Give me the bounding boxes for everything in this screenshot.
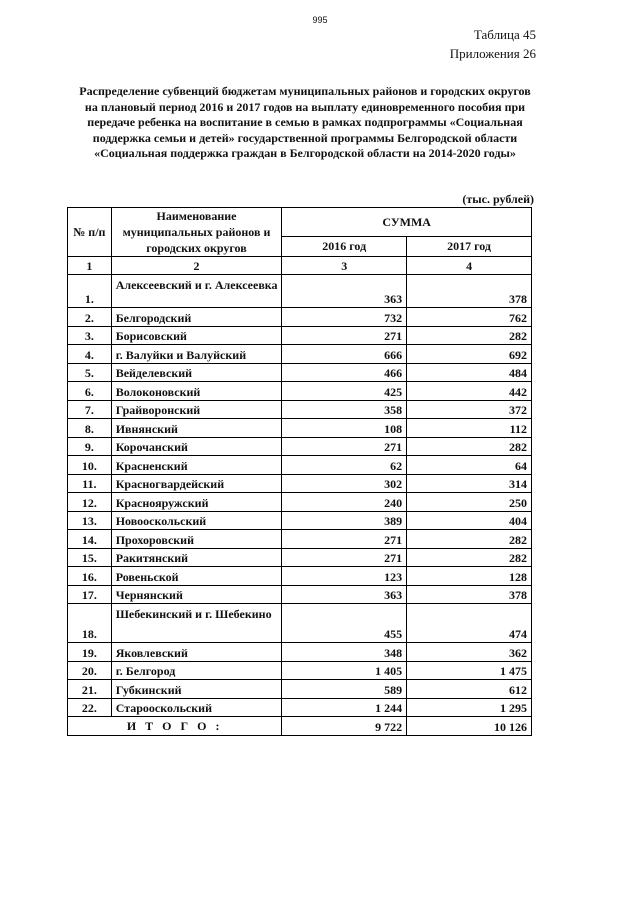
row-name: Шебекинский и г. Шебекино — [111, 604, 282, 643]
row-name: Ракитянский — [111, 548, 282, 567]
row-value-2017: 112 — [407, 419, 532, 438]
row-value-2017: 128 — [407, 567, 532, 586]
row-value-2017: 64 — [407, 456, 532, 475]
row-number: 8. — [68, 419, 112, 438]
row-value-2017: 282 — [407, 530, 532, 549]
table-row — [68, 604, 532, 643]
row-name: Яковлевский — [111, 643, 282, 662]
row-number: 13. — [68, 511, 112, 530]
index-row — [68, 257, 532, 275]
row-value-2017: 282 — [407, 548, 532, 567]
table-row — [68, 419, 532, 438]
table-row — [68, 326, 532, 345]
row-number: 9. — [68, 437, 112, 456]
row-number: 12. — [68, 493, 112, 512]
row-name: Борисовский — [111, 326, 282, 345]
row-name: Белгородский — [111, 308, 282, 327]
table-row — [68, 437, 532, 456]
table-row — [68, 493, 532, 512]
row-name: Ровеньской — [111, 567, 282, 586]
row-value-2016: 302 — [282, 474, 407, 493]
total-row — [68, 717, 532, 736]
row-value-2017: 612 — [407, 680, 532, 699]
title-line: «Социальная поддержка граждан в Белгородской области на 2014-2020 годы» — [94, 146, 516, 160]
row-number: 18. — [68, 604, 112, 643]
row-number: 4. — [68, 345, 112, 364]
table-row — [68, 511, 532, 530]
table-row — [68, 456, 532, 475]
row-name: Губкинский — [111, 680, 282, 699]
row-value-2016: 666 — [282, 345, 407, 364]
row-value-2017: 250 — [407, 493, 532, 512]
row-number: 2. — [68, 308, 112, 327]
row-number: 20. — [68, 661, 112, 680]
page-number: 995 — [312, 15, 328, 25]
row-value-2017: 484 — [407, 363, 532, 382]
table-number: Таблица 45 — [473, 27, 536, 42]
row-name: Красногвардейский — [111, 474, 282, 493]
row-name: Красненский — [111, 456, 282, 475]
row-name: г. Белгород — [111, 661, 282, 680]
subvention-table — [67, 207, 532, 736]
total-2017: 10 126 — [407, 717, 532, 736]
row-value-2016: 1 244 — [282, 698, 407, 717]
table-row — [68, 567, 532, 586]
row-number: 16. — [68, 567, 112, 586]
row-value-2017: 692 — [407, 345, 532, 364]
row-number: 10. — [68, 456, 112, 475]
title-line: передаче ребенка на воспитание в семью в рамках подпрограммы «Социальная — [87, 115, 523, 129]
total-label: И Т О Г О : — [68, 717, 282, 736]
row-number: 3. — [68, 326, 112, 345]
row-value-2016: 271 — [282, 530, 407, 549]
row-value-2017: 314 — [407, 474, 532, 493]
index-cell: 3 — [282, 257, 407, 275]
title-line: Распределение субвенций бюджетам муниципальных районов и городских округов — [79, 84, 531, 98]
table-row — [68, 474, 532, 493]
row-name: г. Валуйки и Валуйский — [111, 345, 282, 364]
row-number: 11. — [68, 474, 112, 493]
table-row — [68, 680, 532, 699]
row-name: Алексеевский и г. Алексеевка — [111, 275, 282, 308]
table-row — [68, 661, 532, 680]
row-number: 21. — [68, 680, 112, 699]
row-number: 17. — [68, 585, 112, 604]
col-no-header: № п/п — [68, 208, 112, 257]
row-value-2016: 363 — [282, 585, 407, 604]
row-number: 19. — [68, 643, 112, 662]
table-row — [68, 382, 532, 401]
row-value-2017: 474 — [407, 604, 532, 643]
row-number: 15. — [68, 548, 112, 567]
row-value-2017: 282 — [407, 437, 532, 456]
row-value-2016: 271 — [282, 437, 407, 456]
table-row — [68, 585, 532, 604]
row-value-2016: 732 — [282, 308, 407, 327]
index-cell: 4 — [407, 257, 532, 275]
table-row — [68, 643, 532, 662]
row-value-2017: 378 — [407, 275, 532, 308]
table-row — [68, 400, 532, 419]
row-value-2017: 378 — [407, 585, 532, 604]
index-cell: 2 — [111, 257, 282, 275]
row-name: Краснояружский — [111, 493, 282, 512]
row-value-2016: 348 — [282, 643, 407, 662]
row-name: Ивнянский — [111, 419, 282, 438]
row-value-2016: 271 — [282, 326, 407, 345]
row-name: Чернянский — [111, 585, 282, 604]
row-value-2016: 62 — [282, 456, 407, 475]
row-name: Корочанский — [111, 437, 282, 456]
table-row — [68, 698, 532, 717]
table-row — [68, 548, 532, 567]
row-name: Прохоровский — [111, 530, 282, 549]
table-row — [68, 530, 532, 549]
row-value-2017: 362 — [407, 643, 532, 662]
table-row — [68, 363, 532, 382]
row-name: Волоконовский — [111, 382, 282, 401]
units-note: (тыс. рублей) — [462, 192, 534, 206]
row-value-2016: 240 — [282, 493, 407, 512]
title-line: поддержка семьи и детей» государственной программы Белгородской области — [92, 130, 518, 145]
row-number: 7. — [68, 400, 112, 419]
row-name: Грайворонский — [111, 400, 282, 419]
row-value-2017: 282 — [407, 326, 532, 345]
row-value-2016: 466 — [282, 363, 407, 382]
table-row — [68, 275, 532, 308]
row-value-2017: 762 — [407, 308, 532, 327]
row-number: 1. — [68, 275, 112, 308]
col-name-header: Наименование муниципальных районов и городских округов — [111, 208, 282, 257]
row-number: 22. — [68, 698, 112, 717]
row-value-2017: 372 — [407, 400, 532, 419]
row-number: 14. — [68, 530, 112, 549]
document-title — [60, 84, 550, 162]
col-2016-header: 2016 год — [282, 236, 407, 256]
row-value-2017: 442 — [407, 382, 532, 401]
table-row — [68, 308, 532, 327]
col-sum-header: СУММА — [282, 208, 532, 237]
row-value-2016: 589 — [282, 680, 407, 699]
row-value-2016: 425 — [282, 382, 407, 401]
col-2017-header: 2017 год — [407, 236, 532, 256]
row-value-2016: 455 — [282, 604, 407, 643]
row-value-2016: 389 — [282, 511, 407, 530]
table-body — [68, 275, 532, 717]
total-2016: 9 722 — [282, 717, 407, 736]
row-value-2016: 1 405 — [282, 661, 407, 680]
row-name: Новооскольский — [111, 511, 282, 530]
index-cell: 1 — [68, 257, 112, 275]
row-number: 5. — [68, 363, 112, 382]
row-value-2016: 108 — [282, 419, 407, 438]
row-value-2017: 404 — [407, 511, 532, 530]
title-line: на плановый период 2016 и 2017 годов на выплату единовременного пособия при — [84, 99, 526, 114]
appendix-number: Приложения 26 — [449, 46, 536, 61]
row-value-2016: 271 — [282, 548, 407, 567]
row-value-2016: 123 — [282, 567, 407, 586]
row-number: 6. — [68, 382, 112, 401]
row-value-2016: 363 — [282, 275, 407, 308]
row-name: Старооскольский — [111, 698, 282, 717]
row-value-2017: 1 295 — [407, 698, 532, 717]
row-value-2016: 358 — [282, 400, 407, 419]
table-row — [68, 345, 532, 364]
row-name: Вейделевский — [111, 363, 282, 382]
row-value-2017: 1 475 — [407, 661, 532, 680]
